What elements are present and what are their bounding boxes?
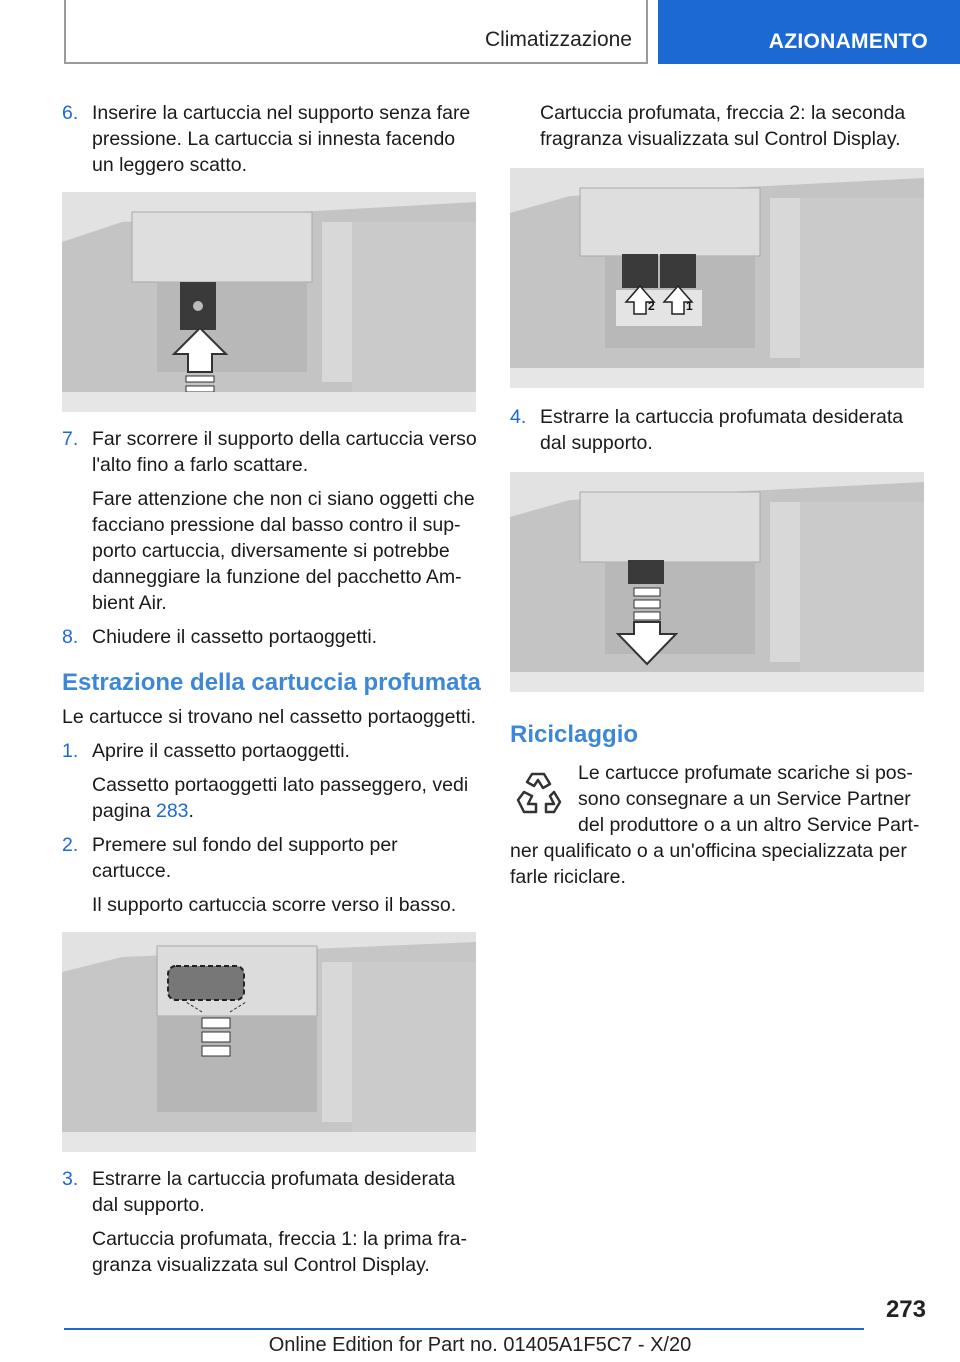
- photo-insert-cartridge: [62, 192, 476, 412]
- section-intro: Le cartucce si trovano nel cassetto portaoggetti.: [62, 706, 477, 728]
- step-2: [62, 832, 482, 918]
- recycling-text-rest: ner qualificato o a un'officina specializzata per farle riciclare.: [510, 840, 907, 888]
- left-column: [62, 100, 482, 1286]
- step-number: 6.: [62, 102, 79, 124]
- step-note: [92, 772, 482, 824]
- step-6: [62, 100, 482, 178]
- step-note: Il supporto cartuccia scorre verso il basso.: [92, 894, 457, 916]
- step-4: [510, 404, 926, 456]
- right-column: [510, 100, 926, 898]
- step-text: Inserire la cartuccia nel supporto senza fare pressione. La cartuccia si innesta facendo un leggero scatto.: [92, 102, 471, 176]
- photo-remove-cartridge: [510, 472, 924, 692]
- step-text: Far scorrere il supporto della cartuccia verso l'alto fino a farlo scattare.: [92, 428, 477, 476]
- photo-two-cartridges: [510, 168, 924, 388]
- footer-edition: Online Edition for Part no. 01405A1F5C7 - X/20: [268, 1334, 692, 1356]
- header-chapter-title: AZIONAMENTO: [768, 30, 928, 53]
- section-title-removal: Estrazione della cartuccia profumata: [62, 669, 481, 696]
- section-title-recycling: Riciclaggio: [510, 721, 639, 748]
- photo-press-holder: [62, 932, 476, 1152]
- step-number: 8.: [62, 626, 79, 648]
- note-text: Cassetto portaoggetti lato passeggero, vedi pagina: [92, 774, 469, 822]
- step-7: [62, 426, 482, 616]
- step-note: Cartuccia profumata, freccia 1: la prima fra-granza visualizzata sul Control Display.: [92, 1228, 467, 1276]
- step-number: 2.: [62, 834, 79, 856]
- step-number: 1.: [62, 740, 79, 762]
- note-end: .: [188, 800, 194, 822]
- step-text: Estrarre la cartuccia profumata desiderata dal supporto.: [540, 406, 904, 454]
- recycling-block: [510, 760, 926, 890]
- footer-divider: [64, 1328, 864, 1330]
- step-1: [62, 738, 482, 824]
- step-text: Chiudere il cassetto portaoggetti.: [92, 626, 378, 648]
- step-text: Premere sul fondo del supporto per cartucce.: [92, 834, 398, 882]
- header-section-box: [64, 0, 648, 64]
- step-number: 3.: [62, 1168, 79, 1190]
- step-3: [62, 1166, 482, 1278]
- step-number: 4.: [510, 406, 527, 428]
- page-link[interactable]: 283: [155, 800, 189, 822]
- step-text: Aprire il cassetto portaoggetti.: [92, 740, 350, 762]
- arrow-label-1: 1: [686, 299, 693, 313]
- step-number: 7.: [62, 428, 79, 450]
- continued-note: Cartuccia profumata, freccia 2: la seconda fragranza visualizzata sul Control Display.: [540, 102, 906, 150]
- recycle-icon: [510, 766, 566, 822]
- recycling-text-first: Le cartucce profumate scariche si pos-sono consegnare a un Service Partner del produttore o a un altro Service Part-: [578, 762, 920, 836]
- arrow-label-2: 2: [648, 299, 655, 313]
- page-number: 273: [885, 1296, 926, 1323]
- step-text: Estrarre la cartuccia profumata desiderata dal supporto.: [92, 1168, 456, 1216]
- step-note: Fare attenzione che non ci siano oggetti che facciano pressione dal basso contro il sup-porto cartuccia, diversamente si potrebbe danneggiare la funzione del pacchetto Am-bient Air.: [92, 488, 475, 614]
- header-chapter-box: [658, 0, 960, 64]
- header-section-title: Climatizzazione: [484, 28, 632, 51]
- step-8: [62, 624, 482, 650]
